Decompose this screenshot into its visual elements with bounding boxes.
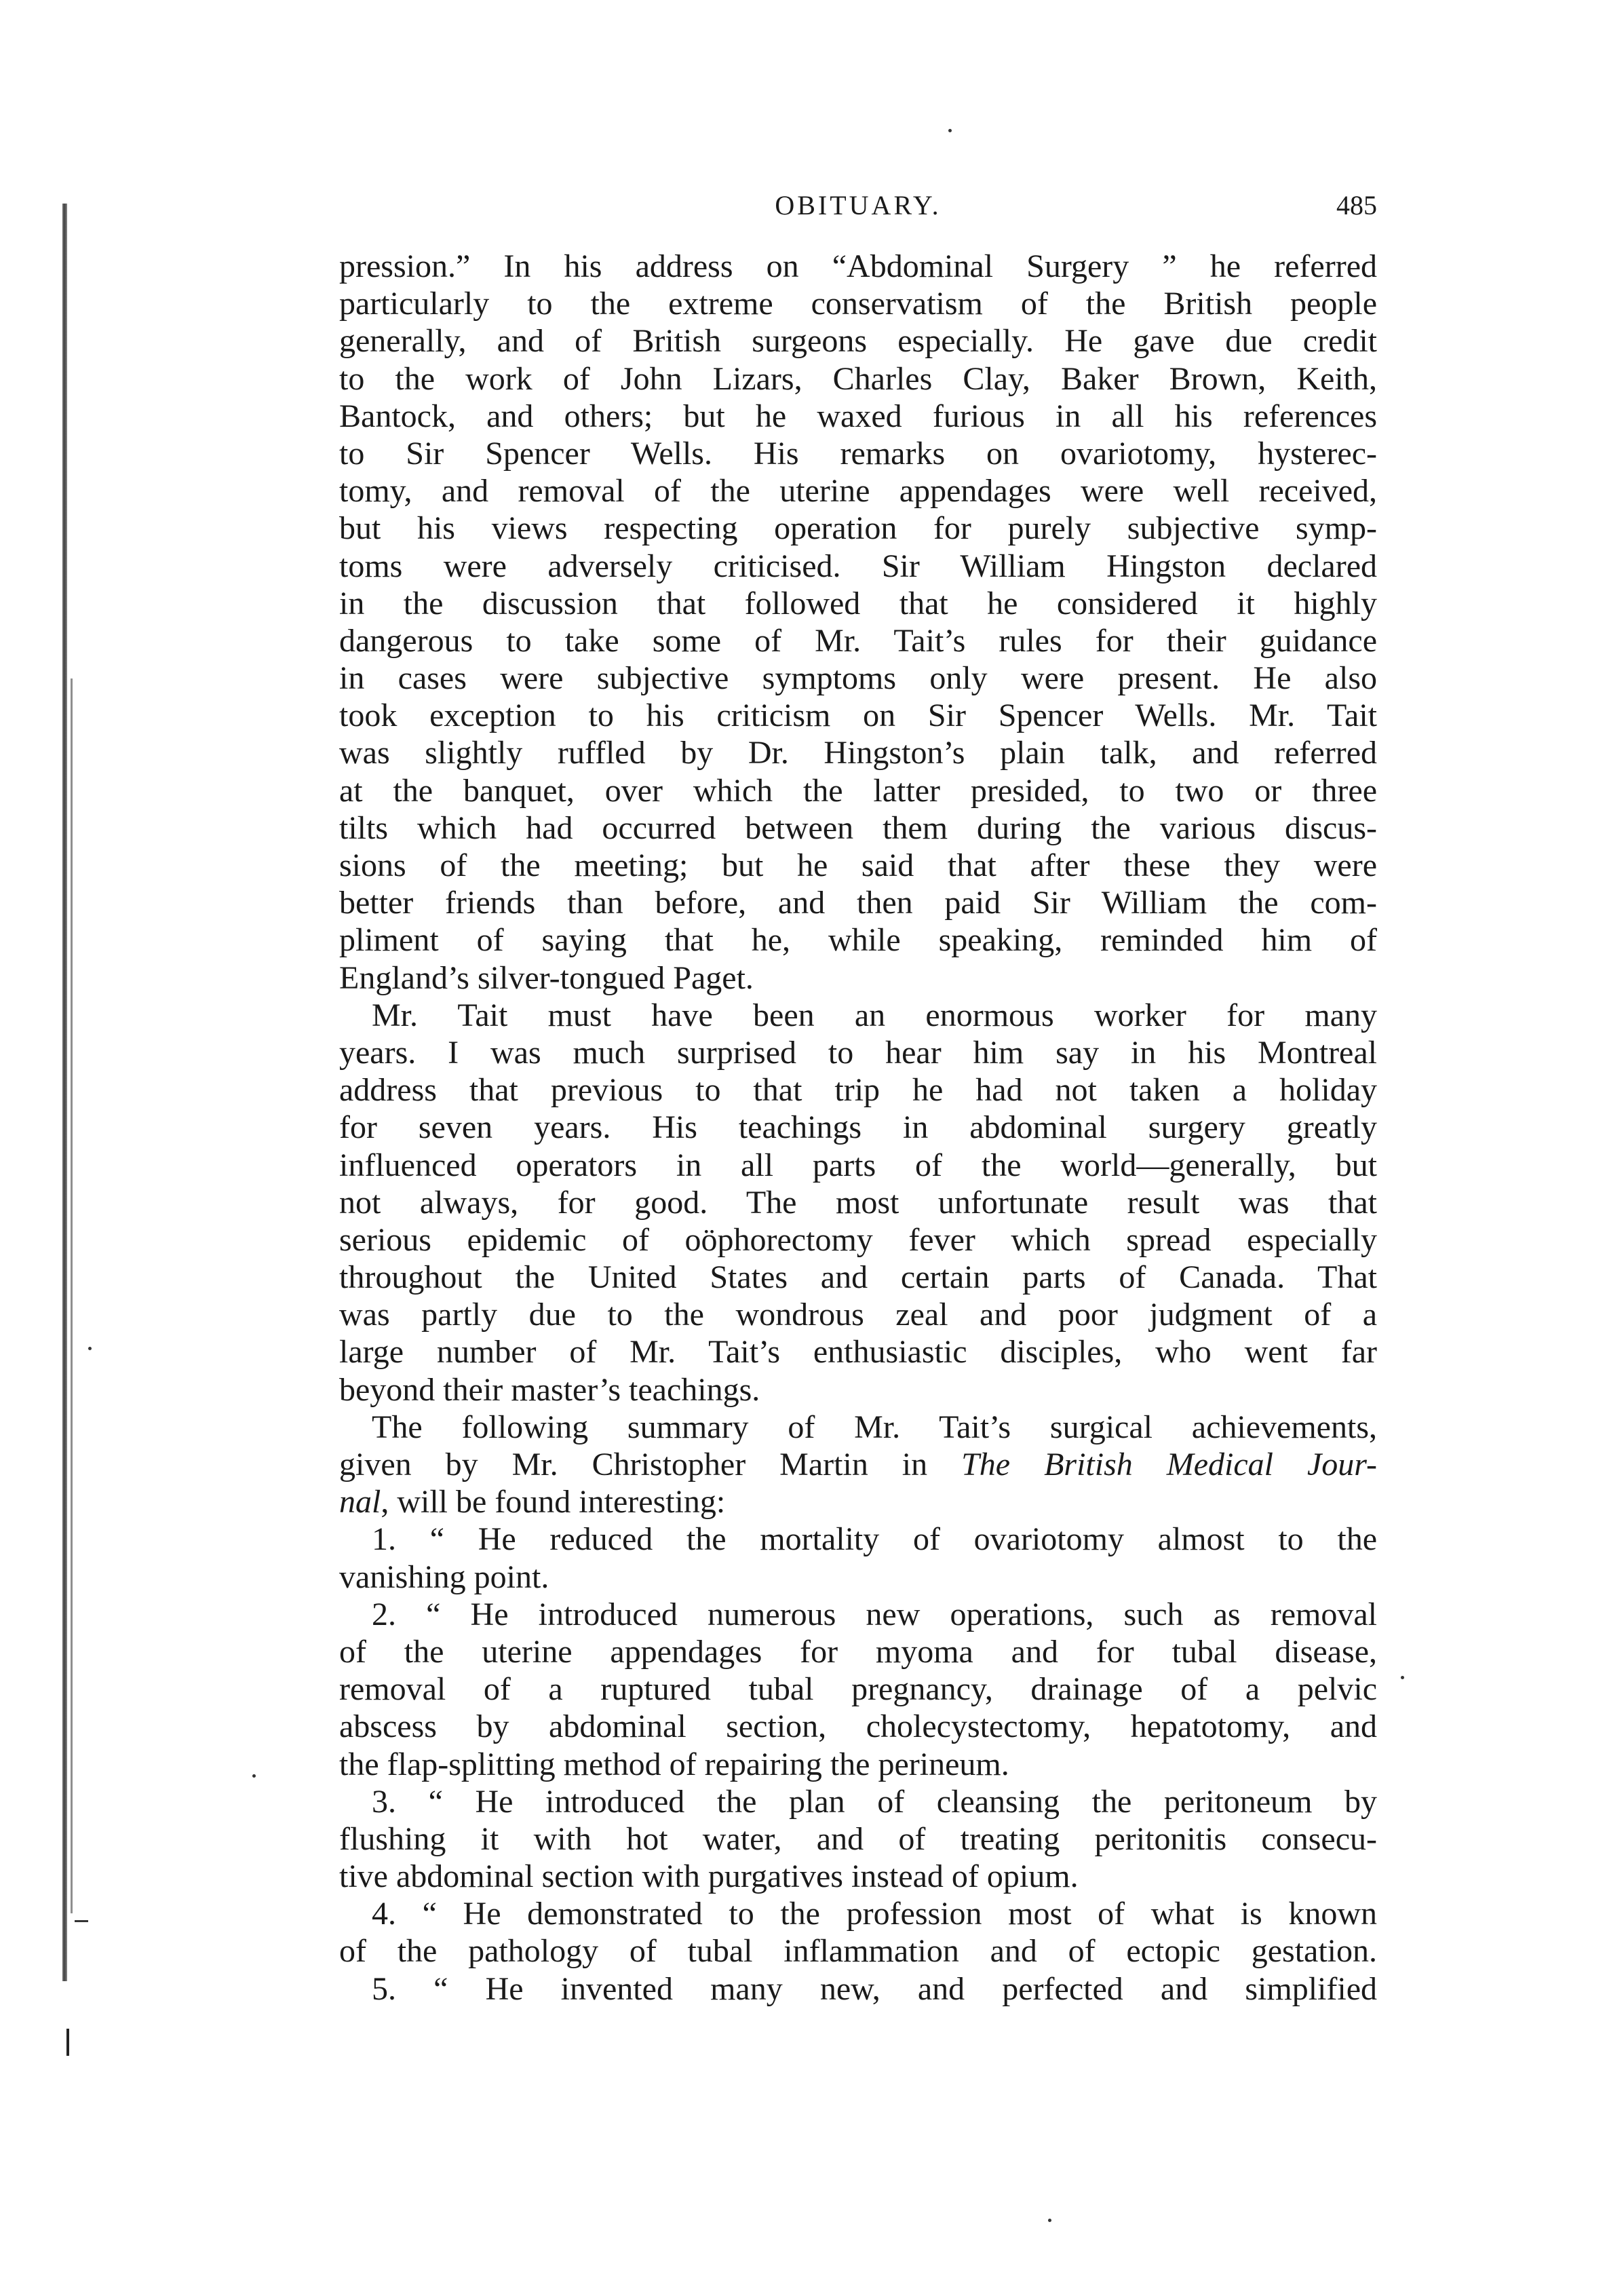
dust-speck bbox=[88, 1347, 92, 1350]
text-line: sions of the meeting; but he said that after these they were bbox=[339, 847, 1377, 883]
text-line: was partly due to the wondrous zeal and poor judgment of a bbox=[339, 1297, 1377, 1333]
text-line: 1. “ He reduced the mortality of ovariotomy almost to the bbox=[372, 1521, 1377, 1558]
text-line: Mr. Tait must have been an enormous worker for many bbox=[372, 997, 1377, 1033]
text-line: flushing it with hot water, and of treating peritonitis consecu- bbox=[339, 1820, 1377, 1857]
text-line: better friends than before, and then paid Sir William the com- bbox=[339, 885, 1377, 921]
text-line: was slightly ruffled by Dr. Hingston’s plain talk, and referred bbox=[339, 735, 1377, 771]
text-line: in the discussion that followed that he considered it highly bbox=[339, 585, 1377, 621]
text-line: of the pathology of tubal inflammation and of ectopic gestation. bbox=[339, 1933, 1377, 1970]
text-line: pliment of saying that he, while speaking, reminded him of bbox=[339, 922, 1377, 959]
text-line: tomy, and removal of the uterine appendages were well received, bbox=[339, 473, 1377, 510]
text-line: to Sir Spencer Wells. His remarks on ovariotomy, hysterec- bbox=[339, 435, 1377, 472]
page-number: 485 bbox=[1336, 190, 1377, 221]
text-line: years. I was much surprised to hear him say in his Montreal bbox=[339, 1034, 1377, 1071]
text-line: 2. “ He introduced numerous new operations, such as removal bbox=[372, 1596, 1377, 1632]
dust-speck bbox=[1401, 1676, 1404, 1679]
dust-speck bbox=[948, 129, 952, 132]
scan-mark bbox=[75, 1920, 88, 1922]
scan-mark bbox=[66, 2029, 69, 2056]
dust-speck bbox=[1048, 2219, 1051, 2222]
text-line: beyond their master’s teachings. bbox=[339, 1371, 760, 1408]
text-line: Bantock, and others; but he waxed furious in all his references bbox=[339, 398, 1377, 434]
text-line: toms were adversely criticised. Sir William Hingston declared bbox=[339, 548, 1377, 584]
page-header bbox=[339, 182, 1377, 229]
text-line: to the work of John Lizars, Charles Clay, Baker Brown, Keith, bbox=[339, 360, 1377, 397]
text-line: in cases were subjective symptoms only were present. He also bbox=[339, 660, 1377, 697]
text-line: throughout the United States and certain parts of Canada. That bbox=[339, 1259, 1377, 1296]
text-line: particularly to the extreme conservatism of the British people bbox=[339, 286, 1377, 322]
text-line: at the banquet, over which the latter presided, to two or three bbox=[339, 772, 1377, 809]
text-line: generally, and of British surgeons especially. He gave due credit bbox=[339, 323, 1377, 360]
dust-speck bbox=[252, 1774, 256, 1778]
text-line: of the uterine appendages for myoma and for tubal disease, bbox=[339, 1633, 1377, 1670]
text-line: 5. “ He invented many new, and perfected and simplified bbox=[372, 1970, 1377, 2007]
binding-shadow-inner bbox=[71, 678, 73, 1913]
body-text bbox=[339, 248, 1377, 2008]
text-line: The following summary of Mr. Tait’s surgical achievements, bbox=[372, 1409, 1377, 1445]
text-line: not always, for good. The most unfortunate result was that bbox=[339, 1184, 1377, 1221]
text-line: the flap-splitting method of repairing the perineum. bbox=[339, 1746, 1009, 1782]
text-line: 4. “ He demonstrated to the profession most of what is known bbox=[372, 1896, 1377, 1932]
text-line: but his views respecting operation for purely subjective symp- bbox=[339, 510, 1377, 547]
binding-shadow bbox=[62, 204, 67, 1981]
text-line: dangerous to take some of Mr. Tait’s rules for their guidance bbox=[339, 622, 1377, 659]
text-line: England’s silver-tongued Paget. bbox=[339, 959, 754, 996]
text-line: large number of Mr. Tait’s enthusiastic disciples, who went far bbox=[339, 1334, 1377, 1371]
text-line: abscess by abdominal section, cholecystectomy, hepatotomy, and bbox=[339, 1708, 1377, 1745]
text-line: influenced operators in all parts of the world—generally, but bbox=[339, 1147, 1377, 1183]
text-line: tilts which had occurred between them during the various discus- bbox=[339, 809, 1377, 846]
text-line: pression.” In his address on “Abdominal Surgery ” he referred bbox=[339, 248, 1377, 284]
text-line: given by Mr. Christopher Martin in The British Medical Jour- bbox=[339, 1447, 1377, 1482]
text-line: for seven years. His teachings in abdominal surgery greatly bbox=[339, 1109, 1377, 1146]
text-line: tive abdominal section with purgatives instead of opium. bbox=[339, 1858, 1079, 1895]
text-line: serious epidemic of oöphorectomy fever which spread especially bbox=[339, 1221, 1377, 1258]
running-head: OBITUARY. bbox=[775, 190, 942, 221]
text-line: removal of a ruptured tubal pregnancy, drainage of a pelvic bbox=[339, 1671, 1377, 1708]
text-line: took exception to his criticism on Sir Spencer Wells. Mr. Tait bbox=[339, 697, 1377, 734]
text-line: 3. “ He introduced the plan of cleansing the peritoneum by bbox=[372, 1783, 1377, 1820]
text-line: vanishing point. bbox=[339, 1558, 549, 1595]
text-line: address that previous to that trip he had not taken a holiday bbox=[339, 1072, 1377, 1109]
text-line: nal, will be found interesting: bbox=[339, 1484, 726, 1520]
